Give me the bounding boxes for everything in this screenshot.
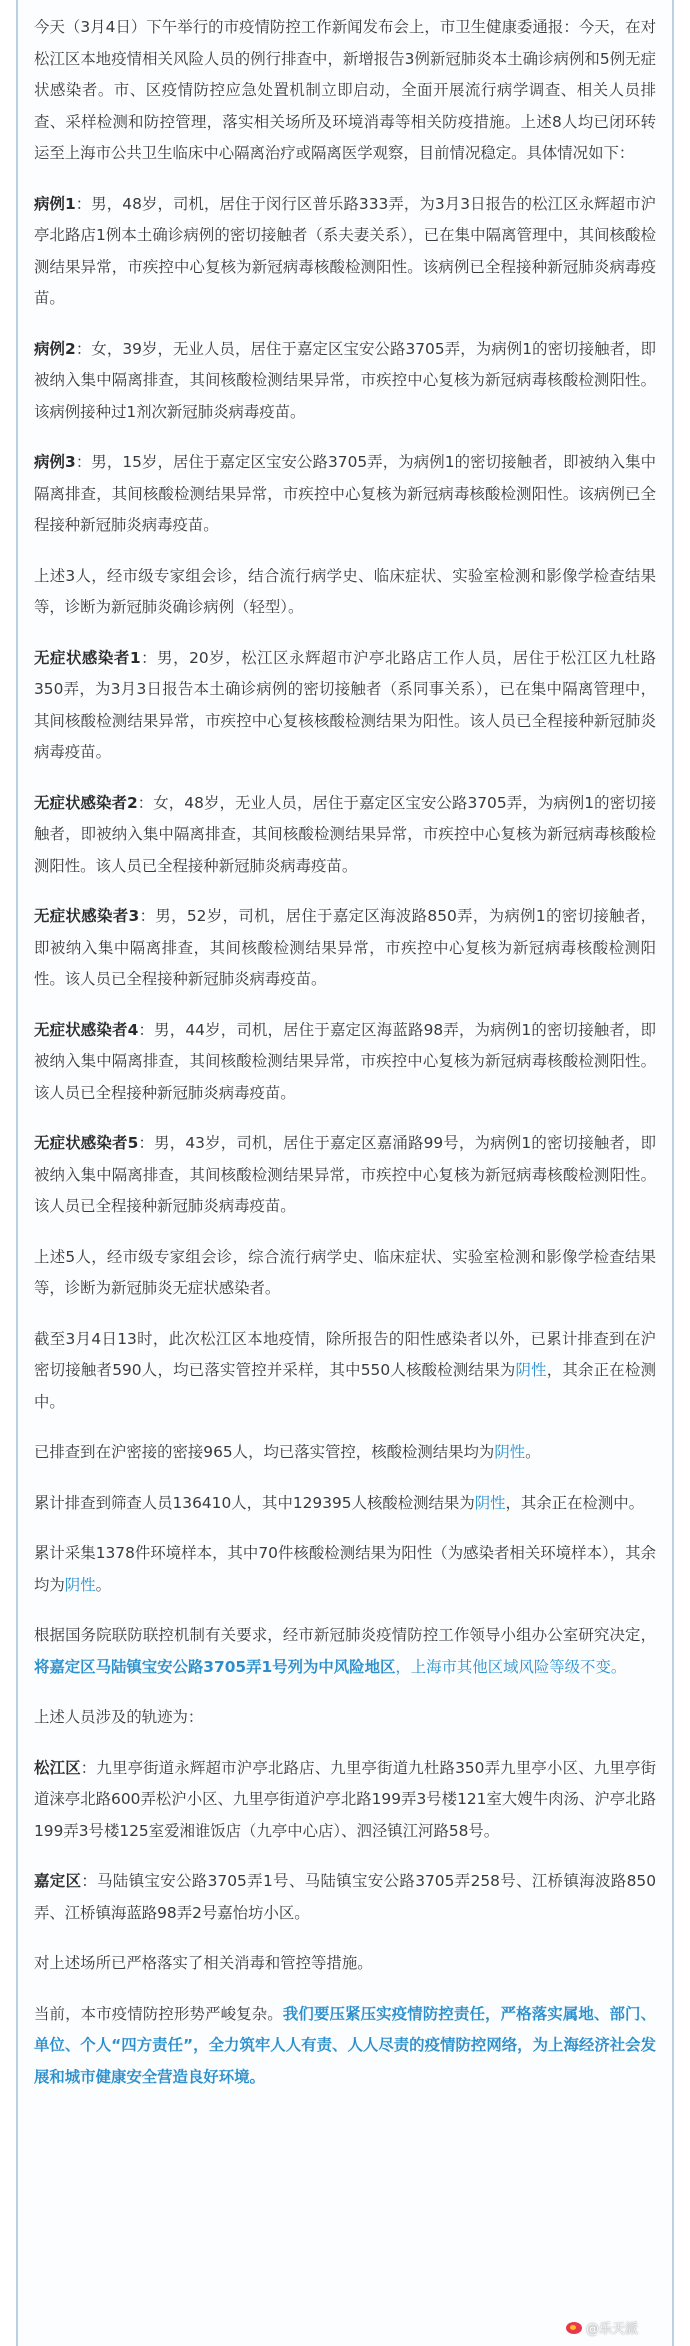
environment-text-end: 。 bbox=[95, 1575, 111, 1594]
diagnosis-summary-confirmed: 上述3人，经市级专家组会诊，结合流行病学史、临床症状、实验室检测和影像学检查结果等，诊断为新冠肺炎确诊病例（轻型）。 bbox=[34, 566, 656, 616]
asymptomatic-label: 无症状感染者1 bbox=[34, 648, 141, 667]
asymptomatic-4-paragraph bbox=[34, 1015, 656, 1110]
case-text: ：男，15岁，居住于嘉定区宝安公路3705弄，为病例1的密切接触者，即被纳入集中隔离排查，其间核酸检测结果异常，市疾控中心复核为新冠病毒核酸检测阳性。该病例已全程接种新冠肺炎病毒疫苗。 bbox=[34, 453, 657, 534]
asymptomatic-text: ：男，44岁，司机，居住于嘉定区海蓝路98弄，为病例1的密切接触者，即被纳入集中隔离排查，其间核酸检测结果异常，市疾控中心复核为新冠病毒核酸检测阳性。该人员已全程接种新冠肺炎病毒疫苗。 bbox=[34, 1020, 656, 1102]
weibo-watermark bbox=[566, 2318, 638, 2337]
tracks-intro: 上述人员涉及的轨迹为： bbox=[34, 1708, 204, 1726]
asymptomatic-label: 无症状感染者3 bbox=[34, 907, 140, 925]
closing-highlight: 我们要压紧压实疫情防控责任，严格落实属地、部门、单位、个人“四方责任”，全力筑牢人人有责、人人尽责的疫情防控网络，为上海经济社会发展和城市健康安全营造良好环境。 bbox=[34, 2004, 656, 2086]
tracks-jiading bbox=[34, 1866, 656, 1929]
screening-text: 累计排查到筛查人员136410人，其中129395人核酸检测结果为 bbox=[34, 1493, 475, 1512]
track-text: ：九里亭街道永辉超市沪亭北路店、九里亭街道九杜路350弄九里亭小区、九里亭街道涞亭北路600弄松沪小区、九里亭街道沪亭北路199弄3号楼121室大嫂牛肉汤、沪亭北路199弄3号楼125室爱湘谁饭店（九亭中心店）、泗泾镇江河路58号。 bbox=[34, 1758, 656, 1840]
track-text: ：马陆镇宝安公路3705弄1号、马陆镇宝安公路3705弄258号、江桥镇海波路850弄、江桥镇海蓝路98弄2号嘉怡坊小区。 bbox=[34, 1872, 656, 1922]
risk-level-paragraph bbox=[34, 1620, 656, 1683]
district-label: 嘉定区 bbox=[34, 1872, 82, 1890]
environment-samples-paragraph bbox=[34, 1538, 656, 1601]
negative-highlight: 阴性 bbox=[64, 1575, 96, 1594]
weibo-icon bbox=[566, 2322, 582, 2334]
case-text: ：男，48岁，司机，居住于闵行区普乐路333弄，为3月3日报告的松江区永辉超市沪亭北路店1例本土确诊病例的密切接触者（系夫妻关系），已在集中隔离管理中，其间核酸检测结果异常，市疾控中心复核为新冠病毒核酸检测阳性。该病例已全程接种新冠肺炎病毒疫苗。 bbox=[34, 194, 656, 307]
case-2-paragraph bbox=[34, 334, 656, 429]
case-label: 病例3 bbox=[34, 453, 76, 471]
negative-highlight: 阴性 bbox=[515, 1361, 547, 1379]
close-contacts-text: 截至3月4日13时，此次松江区本地疫情，除所报告的阳性感染者以外，已累计排查到在沪密切接触者590人，均已落实管控并采样，其中550人核酸检测结果为 bbox=[34, 1329, 656, 1379]
environment-text: 累计采集1378件环境样本，其中70件核酸检测结果为阳性（为感染者相关环境样本），其余均为 bbox=[34, 1544, 656, 1594]
diagnosis-summary-asymptomatic: 上述5人，经市级专家组会诊，综合流行病学史、临床症状、实验室检测和影像学检查结果等，诊断为新冠肺炎无症状感染者。 bbox=[34, 1247, 656, 1297]
medium-risk-area-highlight: 将嘉定区马陆镇宝安公路3705弄1号列为中风险地区 bbox=[34, 1657, 396, 1676]
secondary-contacts-text: 已排查到在沪密接的密接965人，均已落实管控，核酸检测结果均为 bbox=[34, 1443, 495, 1461]
asymptomatic-text: ：男，43岁，司机，居住于嘉定区嘉涌路99号，为病例1的密切接触者，即被纳入集中隔离排查，其间核酸检测结果异常，市疾控中心复核为新冠病毒核酸检测阳性。该人员已全程接种新冠肺炎病毒疫苗。 bbox=[34, 1134, 656, 1215]
article-frame bbox=[16, 0, 674, 2346]
closing-paragraph bbox=[34, 1999, 656, 2094]
article-body bbox=[18, 0, 672, 2093]
asymptomatic-3-paragraph bbox=[34, 901, 656, 996]
tracks-songjiang bbox=[34, 1753, 656, 1848]
case-label: 病例2 bbox=[34, 339, 76, 358]
intro-paragraph: 今天（3月4日）下午举行的市疫情防控工作新闻发布会上，市卫生健康委通报：今天，在对松江区本地疫情相关风险人员的例行排查中，新增报告3例新冠肺炎本土确诊病例和5例无症状感染者。市、区疫情防控应急处置机制立即启动，全面开展流行病学调查、相关人员排查、采样检测和防控管理，落实相关场所及环境消毒等相关防疫措施。上述8人均已闭环转运至上海市公共卫生临床中心隔离治疗或隔离医学观察，目前情况稳定。具体情况如下： bbox=[34, 18, 656, 162]
disinfection-paragraph: 对上述场所已严格落实了相关消毒和管控等措施。 bbox=[34, 1954, 373, 1972]
case-text: ：女，39岁，无业人员，居住于嘉定区宝安公路3705弄，为病例1的密切接触者，即被纳入集中隔离排查，其间核酸检测结果异常，市疾控中心复核为新冠病毒核酸检测阳性。该病例接种过1剂次新冠肺炎病毒疫苗。 bbox=[34, 339, 657, 421]
asymptomatic-text: ：男，20岁，松江区永辉超市沪亭北路店工作人员，居住于松江区九杜路350弄，为3月3日报告本土确诊病例的密切接触者（系同事关系），已在集中隔离管理中，其间核酸检测结果异常，市疾控中心复核核酸检测结果为阳性。该人员已全程接种新冠肺炎病毒疫苗。 bbox=[34, 648, 656, 761]
screening-text-end: ，其余正在检测中。 bbox=[505, 1493, 645, 1512]
asymptomatic-label: 无症状感染者5 bbox=[34, 1134, 139, 1152]
negative-highlight: 阴性 bbox=[494, 1443, 526, 1461]
case-label: 病例1 bbox=[34, 194, 76, 213]
asymptomatic-text: ：男，52岁，司机，居住于嘉定区海波路850弄，为病例1的密切接触者，即被纳入集中隔离排查，其间核酸检测结果异常，市疾控中心复核为新冠病毒核酸检测阳性。该人员已全程接种新冠肺炎病毒疫苗。 bbox=[34, 907, 656, 988]
negative-highlight: 阴性 bbox=[474, 1493, 506, 1512]
screening-paragraph bbox=[34, 1488, 656, 1520]
risk-text: 根据国务院联防联控机制有关要求，经市新冠肺炎疫情防控工作领导小组办公室研究决定， bbox=[34, 1626, 656, 1644]
asymptomatic-label: 无症状感染者4 bbox=[34, 1020, 139, 1039]
asymptomatic-1-paragraph bbox=[34, 643, 656, 769]
risk-unchanged-highlight: ，上海市其他区域风险等级不变。 bbox=[395, 1657, 627, 1676]
asymptomatic-label: 无症状感染者2 bbox=[34, 793, 138, 812]
asymptomatic-text: ：女，48岁，无业人员，居住于嘉定区宝安公路3705弄，为病例1的密切接触者，即被纳入集中隔离排查，其间核酸检测结果异常，市疾控中心复核为新冠病毒核酸检测阳性。该人员已全程接种新冠肺炎病毒疫苗。 bbox=[34, 793, 656, 875]
asymptomatic-5-paragraph bbox=[34, 1128, 656, 1223]
secondary-contacts-text-end: 。 bbox=[525, 1443, 541, 1461]
case-1-paragraph bbox=[34, 189, 656, 315]
closing-text: 当前，本市疫情防控形势严峻复杂。 bbox=[34, 2004, 283, 2023]
close-contacts-paragraph bbox=[34, 1324, 656, 1419]
district-label: 松江区 bbox=[34, 1758, 81, 1777]
case-3-paragraph bbox=[34, 447, 656, 542]
watermark-text: @乐天派 bbox=[585, 2322, 638, 2337]
secondary-contacts-paragraph bbox=[34, 1437, 656, 1469]
asymptomatic-2-paragraph bbox=[34, 788, 656, 883]
close-contacts-text-end: ，其余正在检测中。 bbox=[34, 1361, 656, 1411]
